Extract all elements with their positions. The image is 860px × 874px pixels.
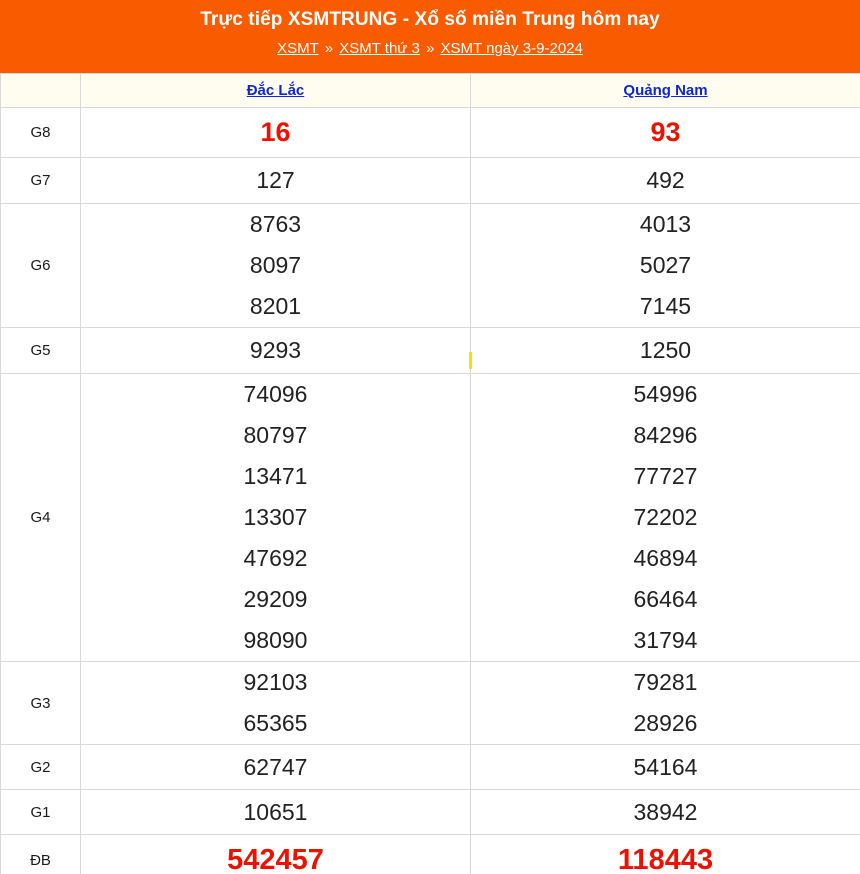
number: 54164 xyxy=(633,753,698,780)
breadcrumb-link-xsmt-thu-3[interactable]: XSMT thứ 3 xyxy=(339,40,420,57)
number: 7145 xyxy=(639,293,692,319)
prize-label-g3: G3 xyxy=(1,662,81,745)
table-row xyxy=(1,374,860,662)
table-corner-cell xyxy=(1,74,81,108)
page-header xyxy=(0,0,860,73)
number: 13307 xyxy=(243,504,308,530)
results-table xyxy=(0,73,860,874)
number: 542457 xyxy=(227,844,324,874)
number: 46894 xyxy=(633,545,698,571)
number: 31794 xyxy=(633,627,698,653)
prize-values-g1-dac-lac xyxy=(81,790,471,835)
number: 16 xyxy=(260,117,291,147)
prize-label-g1: G1 xyxy=(1,790,81,835)
breadcrumb-link-xsmt-date[interactable]: XSMT ngày 3-9-2024 xyxy=(440,40,583,57)
breadcrumb-separator-1: » xyxy=(324,40,334,57)
prize-values-g7-dac-lac xyxy=(81,158,471,204)
table-row xyxy=(1,790,860,835)
text-cursor-caret xyxy=(469,352,472,369)
number: 10651 xyxy=(243,798,308,825)
prize-label-db: ĐB xyxy=(1,835,81,874)
breadcrumb-link-xsmt[interactable]: XSMT xyxy=(277,40,319,57)
table-row xyxy=(1,745,860,790)
table-row xyxy=(1,662,860,745)
prize-values-g6-dac-lac xyxy=(81,204,471,328)
number: 98090 xyxy=(243,627,308,653)
prize-values-g8-quang-nam xyxy=(471,108,860,158)
number: 79281 xyxy=(633,669,698,695)
province-header-dac-lac xyxy=(81,74,471,108)
number: 84296 xyxy=(633,422,698,448)
number: 492 xyxy=(646,167,685,193)
prize-values-g3-dac-lac xyxy=(81,662,471,745)
breadcrumb xyxy=(0,38,860,60)
number: 13471 xyxy=(243,463,308,489)
prize-values-g4-quang-nam xyxy=(471,374,860,662)
page-title: Trực tiếp XSMTRUNG - Xổ số miền Trung hôm nay xyxy=(200,9,660,30)
table-row xyxy=(1,158,860,204)
number: 93 xyxy=(650,117,681,147)
prize-values-g3-quang-nam xyxy=(471,662,860,745)
number: 127 xyxy=(256,167,295,193)
prize-values-db-quang-nam xyxy=(471,835,860,874)
province-link-quang-nam[interactable]: Quảng Nam xyxy=(623,82,708,99)
number: 74096 xyxy=(243,381,308,407)
number: 38942 xyxy=(633,798,698,825)
number: 62747 xyxy=(243,753,308,780)
breadcrumb-separator-2: » xyxy=(426,40,435,57)
province-link-dac-lac[interactable]: Đắc Lắc xyxy=(246,82,305,99)
province-header-quang-nam xyxy=(471,74,860,108)
table-row xyxy=(1,108,860,158)
table-row xyxy=(1,835,860,874)
table-header-row xyxy=(1,74,860,108)
number: 118443 xyxy=(617,844,714,874)
number: 28926 xyxy=(633,710,698,736)
prize-values-g6-quang-nam xyxy=(471,204,860,328)
prize-label-g4: G4 xyxy=(1,374,81,662)
prize-values-g8-dac-lac xyxy=(81,108,471,158)
number: 77727 xyxy=(633,463,698,489)
number: 72202 xyxy=(633,504,698,530)
prize-label-g5: G5 xyxy=(1,328,81,374)
number: 8097 xyxy=(249,252,302,278)
number: 92103 xyxy=(243,669,308,695)
prize-label-g2: G2 xyxy=(1,745,81,790)
prize-values-g1-quang-nam xyxy=(471,790,860,835)
number: 66464 xyxy=(633,586,698,612)
number: 47692 xyxy=(243,545,308,571)
prize-values-db-dac-lac xyxy=(81,835,471,874)
prize-label-g7: G7 xyxy=(1,158,81,204)
prize-values-g2-quang-nam xyxy=(471,745,860,790)
prize-label-g8: G8 xyxy=(1,108,81,158)
prize-values-g2-dac-lac xyxy=(81,745,471,790)
number: 54996 xyxy=(633,381,698,407)
prize-values-g5-quang-nam xyxy=(471,328,860,374)
table-row xyxy=(1,204,860,328)
number: 1250 xyxy=(639,337,692,363)
prize-values-g7-quang-nam xyxy=(471,158,860,204)
number: 5027 xyxy=(639,252,692,278)
prize-values-g4-dac-lac xyxy=(81,374,471,662)
prize-label-g6: G6 xyxy=(1,204,81,328)
number: 4013 xyxy=(639,211,692,237)
number: 8763 xyxy=(249,211,302,237)
table-row xyxy=(1,328,860,374)
number: 65365 xyxy=(243,710,308,736)
prize-values-g5-dac-lac xyxy=(81,328,471,374)
number: 80797 xyxy=(243,422,308,448)
number: 9293 xyxy=(249,337,302,363)
number: 8201 xyxy=(249,293,302,319)
number: 29209 xyxy=(243,586,308,612)
